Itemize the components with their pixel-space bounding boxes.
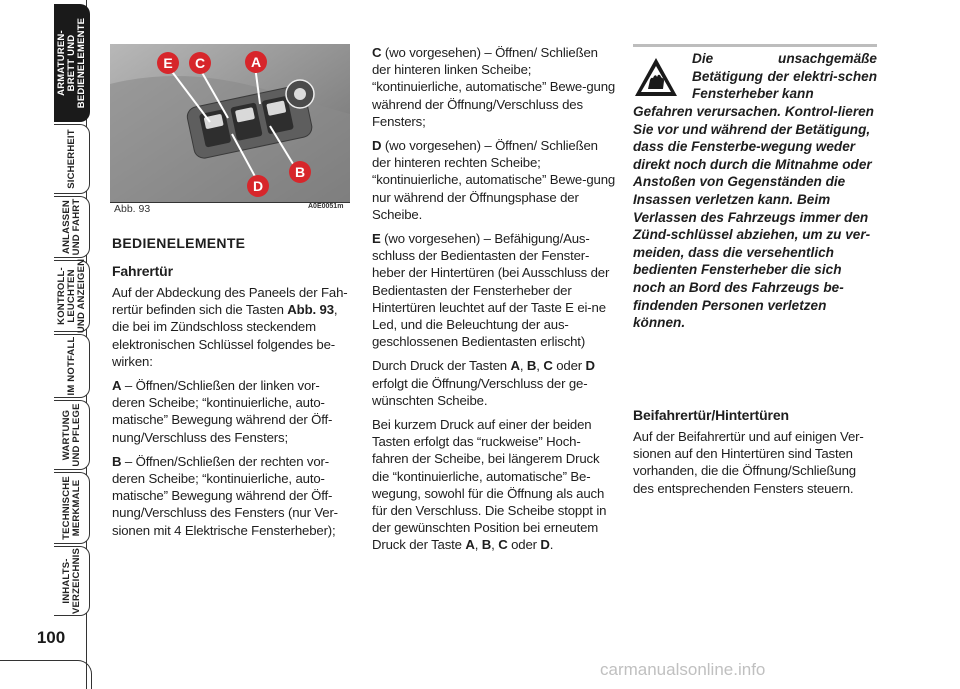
tab-label: SICHERHEIT [65, 129, 77, 189]
page-corner-curve [0, 660, 92, 689]
callout-d [247, 175, 269, 197]
callout-e [157, 52, 179, 74]
item-e-text: (wo vorgesehen) – Befähigung/Aus-schluss der Bedientasten der Fenster-heber der Hintertüren (bei Ausschluss der Bedientasten der Fensterheber der Hintertüren leuchtet auf der Taste E ei-ne Led, und die Beleuchtung der aus-geschlossenen Bedientasten erlischt) [372, 231, 610, 350]
tab-im-notfall[interactable] [54, 334, 90, 398]
item-b-text: – Öffnen/Schließen der rechten vor-deren Scheibe; “kontinuierliche, auto-matische” Bewegung während der Öff-nung/Verschluss des Fensters (nur Ver-sionen mit 4 Elektrische Fensterheber); [112, 453, 338, 538]
short-press-text: Bei kurzem Druck auf einer der beiden Tasten erfolgt das “ruckweise” Hoch-fahren der Scheibe, bei längerem Druck die “kontinuierliche, automatische” Be-wegung, sowohl für die Öffnung als auch für den Verschluss. Die Scheibe stoppt in der gewünschten Position bei erneutem Druck der Taste [372, 417, 607, 553]
key-e: E [372, 231, 381, 247]
tab-technische-merkmale[interactable] [54, 472, 90, 544]
key-ref: D [585, 358, 595, 374]
tab-label: INHALTS- VERZEICHNIS [60, 547, 82, 615]
callout-c [189, 52, 211, 74]
page-number: 100 [36, 628, 66, 647]
warning-lead: Die unsachgemäße Betätigung der elektri-schen Fensterheber kann [692, 51, 877, 102]
callout-b [289, 161, 311, 183]
tab-armaturenbrett[interactable] [54, 4, 90, 122]
press-text: Durch Druck der Tasten [372, 358, 511, 374]
figure-caption: Abb. 93 [114, 203, 151, 215]
key-ref: C [498, 537, 508, 553]
key-ref: D [540, 537, 550, 553]
passenger-paragraph: Auf der Beifahrertür und auf einigen Ver-sionen auf den Hintertüren sind Tasten vorhanden, die die Öffnung/Schließung des entsprechenden Fensters steuern. [633, 429, 864, 496]
separator: oder [507, 537, 541, 553]
intro-text: Auf der Abdeckung des Paneels der Fah-rertür befinden sich die Tasten [112, 285, 348, 318]
section-title: BEDIENELEMENTE [112, 235, 246, 251]
item-d [372, 137, 616, 223]
svg-text:B: B [294, 164, 306, 180]
tab-label: TECHNISCHE MERKMALE [60, 476, 82, 540]
watermark: carmanualsonline.info [600, 660, 766, 679]
door-panel-illustration [110, 44, 350, 202]
tab-anlassen[interactable] [54, 196, 90, 258]
separator: , [491, 537, 499, 553]
tab-sicherheit[interactable] [54, 124, 90, 194]
tab-kontrollleuchten[interactable] [54, 260, 90, 332]
key-d: D [372, 138, 382, 154]
intro-paragraph [112, 284, 350, 370]
tab-label: ARMATUREN- BRETT UND BEDIENELEMENTE [55, 17, 87, 109]
key-ref: C [543, 358, 553, 374]
chapter-tab-bar [0, 0, 96, 689]
separator: , [519, 358, 527, 374]
item-c-text: (wo vorgesehen) – Öffnen/ Schließen der hinteren linken Scheibe; “kontinuierliche, automatische” Bewe-gung während der Öffnung/Verschluss des Fensters; [372, 45, 616, 129]
svg-text:C: C [194, 55, 206, 71]
key-a: A [112, 378, 122, 394]
separator: , [474, 537, 482, 553]
separator: oder [552, 358, 586, 374]
key-c: C [372, 45, 382, 60]
item-d-text: (wo vorgesehen) – Öffnen/ Schließen der hinteren rechten Scheibe; “kontinuierliche, automatische” Bewe-gung nur während der Öffnungsphase der Scheibe. [372, 138, 616, 222]
callout-a [245, 51, 267, 73]
tab-inhaltsverzeichnis[interactable] [54, 546, 90, 616]
door-panel-figure [110, 44, 350, 202]
key-ref: A [465, 537, 475, 553]
short-press-paragraph [372, 416, 616, 554]
tab-wartung[interactable] [54, 400, 90, 470]
warning-body: Gefahren verursachen. Kontrol-lieren Sie vor und während der Betätigung, dass die Fensterbe-wegung weder direkt noch durch die Mitnahme oder Anstoßen von Gegenständen die Insassen verletzen kann. Beim Verlassen des Fahrzeugs immer den Zünd-schlüssel abziehen, um zu ver-meiden, dass die versehentlich bedienten Fensterheber die sich noch an Bord des Fahrzeugs be-findenden Personen verletzen können. [633, 104, 874, 331]
column-1 [112, 234, 350, 546]
key-ref: B [526, 358, 537, 374]
figure-code: A0E0051m [308, 203, 344, 210]
separator: , [536, 358, 544, 374]
intro-text: , die bei im Zündschloss steckendem elektronischen Schlüssel folgendes be-wirken: [112, 302, 338, 369]
tab-label: WARTUNG UND PFLEGE [60, 403, 82, 467]
subhead-fahrertuer: Fahrertür [112, 263, 173, 279]
column-2 [372, 44, 616, 561]
item-a-text: – Öffnen/Schließen der linken vor-deren Scheibe; “kontinuierliche, auto-matische” Bewegung während der Öff-nung/Verschluss des Fensters; [112, 378, 333, 445]
svg-text:D: D [252, 178, 264, 194]
item-a [112, 377, 350, 446]
item-c [372, 44, 616, 130]
subhead-beifahrertuer: Beifahrertür/Hintertüren [633, 407, 789, 423]
key-b: B [112, 453, 122, 469]
tab-label: ANLASSEN UND FAHRT [60, 198, 82, 256]
press-paragraph [372, 357, 616, 409]
item-e [372, 230, 616, 350]
tab-label: KONTROLL- LEUCHTEN UND ANZEIGEN [55, 258, 87, 334]
press-text: erfolgt die Öffnung/Verschluss der ge-wünschten Scheibe. [372, 375, 588, 408]
key-ref: A [510, 358, 520, 374]
svg-text:E: E [163, 55, 173, 71]
svg-text:A: A [250, 54, 262, 70]
key-ref: B [481, 537, 492, 553]
separator: . [549, 537, 554, 553]
warning-rule [633, 44, 877, 47]
figure-reference: Abb. 93 [287, 302, 334, 318]
item-b [112, 453, 350, 539]
passenger-section [633, 406, 877, 504]
tab-label: IM NOTFALL [65, 336, 77, 396]
warning-hand-icon [633, 56, 679, 98]
